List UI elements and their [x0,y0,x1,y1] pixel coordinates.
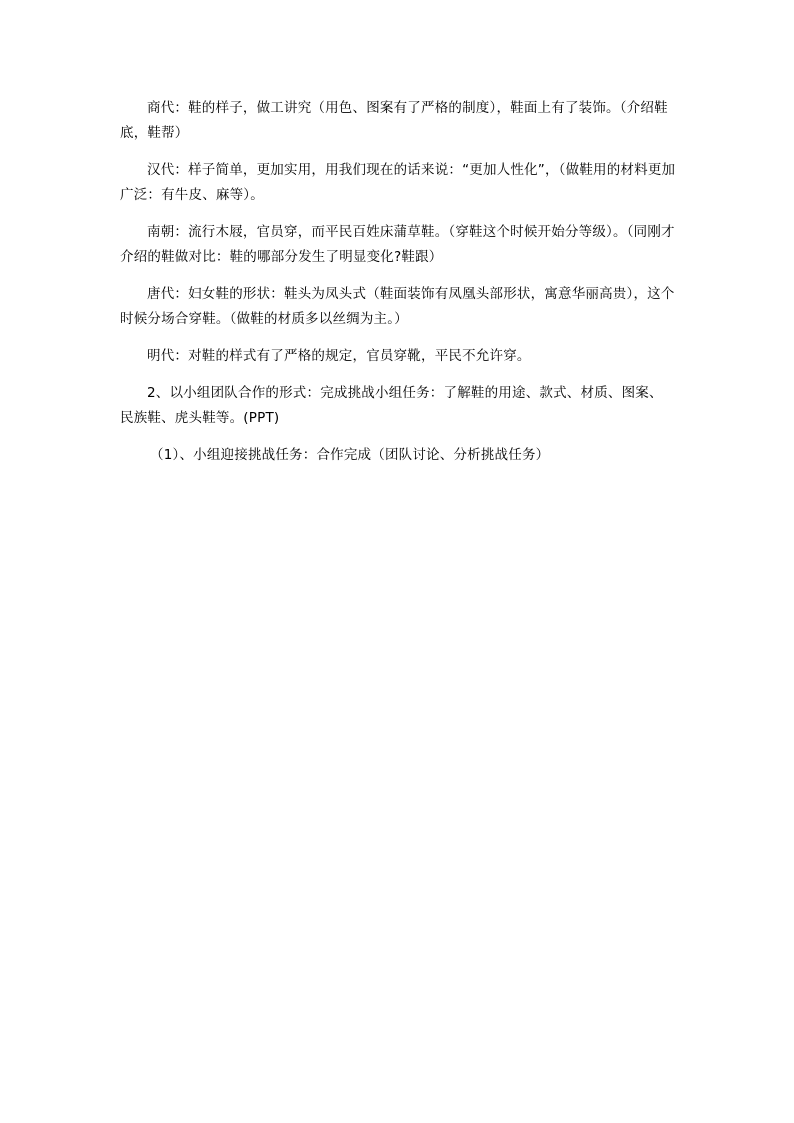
paragraph-southern-dynasties: 南朝：流行木屐，官员穿，而平民百姓床蒲草鞋。（穿鞋这个时候开始分等级）。（同刚才介绍的鞋做对比：鞋的哪部分发生了明显变化?鞋跟） [120,224,675,265]
paragraph-shang-dynasty: 商代：鞋的样子，做工讲究（用色、图案有了严格的制度），鞋面上有了装饰。（介绍鞋底，鞋帮） [120,100,668,141]
paragraph-han-dynasty: 汉代：样子简单，更加实用，用我们现在的话来说：“更加人性化”，（做鞋用的材料更加广泛：有牛皮、麻等）。 [120,162,676,203]
paragraph-ming-dynasty: 明代：对鞋的样式有了严格的规定，官员穿靴，平民不允许穿。 [147,348,531,364]
paragraph-challenge-task: （1）、小组迎接挑战任务：合作完成（团队讨论、分析挑战任务） [150,447,550,463]
document-body [120,96,676,480]
paragraph-group-task: 2、以小组团队合作的形式：完成挑战小组任务：了解鞋的用途、款式、材质、图案、民族鞋、虎头鞋等。(PPT) [120,385,663,426]
paragraph-tang-dynasty: 唐代：妇女鞋的形状：鞋头为凤头式（鞋面装饰有凤凰头部形状，寓意华丽高贵），这个时候分场合穿鞋。（做鞋的材质多以丝绸为主。） [120,286,675,327]
